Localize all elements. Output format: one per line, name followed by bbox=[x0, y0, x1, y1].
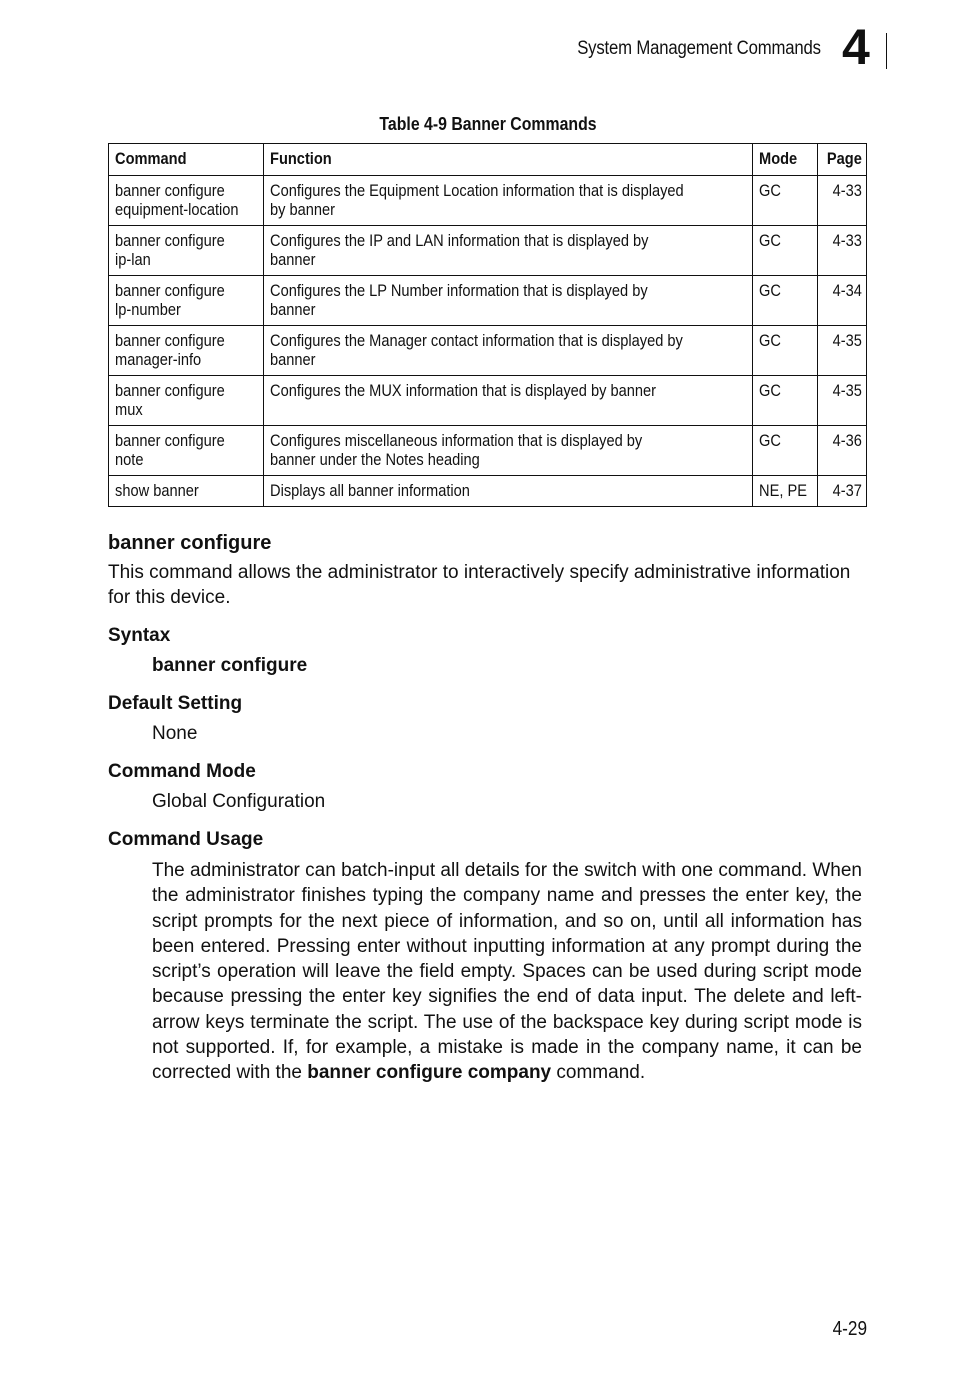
command-line: banner configure bbox=[115, 331, 225, 350]
cell-mode bbox=[753, 376, 818, 426]
function-line: Configures the MUX information that is displayed by banner bbox=[270, 381, 657, 400]
cell-page bbox=[817, 476, 866, 507]
command-line: show banner bbox=[115, 481, 199, 500]
table-row bbox=[109, 426, 867, 476]
column-header-function: Function bbox=[264, 144, 753, 176]
cell-function bbox=[264, 276, 753, 326]
mode-value: GC bbox=[759, 231, 782, 250]
section-title: banner configure bbox=[108, 532, 272, 554]
syntax-command: banner configure bbox=[152, 655, 308, 676]
function-line: banner bbox=[270, 350, 316, 369]
table-row bbox=[109, 226, 867, 276]
cell-page bbox=[817, 176, 866, 226]
command-line: banner configure bbox=[115, 381, 225, 400]
command-mode-heading: Command Mode bbox=[108, 761, 256, 782]
function-line: Configures the Equipment Location information that is displayed bbox=[270, 181, 684, 200]
mode-value: NE, PE bbox=[759, 481, 808, 500]
cell-command bbox=[109, 326, 264, 376]
usage-body: The administrator can batch-input all details for the switch with one command. When the administrator finishes typing the company name and presses the enter key, the script prompts for the next piece of information, and so on, until all information has been entered. Pressing enter without inputting information at any prompt during the script’s operation will leave the field empty. Spaces can be used during script mode because pressing the enter key signifies the end of data input. The delete and left-arrow keys terminate the script. The use of the backspace key during script mode is not supported. If, for example, a mistake is made in the company name, it can be corrected with the bbox=[152, 860, 862, 1084]
cell-page bbox=[817, 326, 866, 376]
usage-command-reference: banner configure company bbox=[307, 1062, 552, 1084]
cell-function bbox=[264, 376, 753, 426]
command-usage-heading: Command Usage bbox=[108, 829, 264, 850]
page-reference: 4-37 bbox=[832, 481, 862, 500]
command-line: banner configure bbox=[115, 181, 225, 200]
table-row bbox=[109, 176, 867, 226]
cell-command bbox=[109, 276, 264, 326]
column-header-command: Command bbox=[109, 144, 264, 176]
cell-mode bbox=[753, 326, 818, 376]
table-row bbox=[109, 476, 867, 507]
page-reference: 4-33 bbox=[832, 181, 862, 200]
table-row bbox=[109, 276, 867, 326]
column-header-mode: Mode bbox=[753, 144, 818, 176]
command-line: mux bbox=[115, 400, 143, 419]
cell-function bbox=[264, 326, 753, 376]
mode-value: GC bbox=[759, 381, 782, 400]
cell-page bbox=[817, 426, 866, 476]
mode-value: GC bbox=[759, 431, 782, 450]
syntax-heading: Syntax bbox=[108, 625, 171, 646]
table-row bbox=[109, 326, 867, 376]
cell-page bbox=[817, 276, 866, 326]
section-intro: This command allows the administrator to interactively specify administrative information for this device. bbox=[108, 562, 851, 608]
page-number: 4-29 bbox=[832, 1318, 867, 1340]
command-line: banner configure bbox=[115, 231, 225, 250]
function-line: banner bbox=[270, 250, 316, 269]
default-setting-value: None bbox=[152, 723, 198, 744]
function-line: banner bbox=[270, 300, 316, 319]
cell-page bbox=[817, 376, 866, 426]
cell-page bbox=[817, 226, 866, 276]
function-line: Configures the IP and LAN information that is displayed by bbox=[270, 231, 649, 250]
command-usage-text bbox=[152, 858, 862, 1086]
page-reference: 4-33 bbox=[832, 231, 862, 250]
cell-function bbox=[264, 476, 753, 507]
page-reference: 4-36 bbox=[832, 431, 862, 450]
section-banner-configure bbox=[108, 530, 868, 1086]
cell-function bbox=[264, 176, 753, 226]
function-line: Configures miscellaneous information that is displayed by bbox=[270, 431, 643, 450]
table-row bbox=[109, 376, 867, 426]
page-reference: 4-35 bbox=[832, 331, 862, 350]
command-line: lp-number bbox=[115, 300, 181, 319]
mode-value: GC bbox=[759, 281, 782, 300]
cell-mode bbox=[753, 226, 818, 276]
command-line: banner configure bbox=[115, 431, 225, 450]
command-line: ip-lan bbox=[115, 250, 151, 269]
cell-command bbox=[109, 476, 264, 507]
cell-mode bbox=[753, 426, 818, 476]
page-reference: 4-34 bbox=[832, 281, 862, 300]
page-reference: 4-35 bbox=[832, 381, 862, 400]
mode-value: GC bbox=[759, 331, 782, 350]
function-line: by banner bbox=[270, 200, 336, 219]
column-header-page: Page bbox=[817, 144, 866, 176]
running-head: System Management Commands bbox=[577, 38, 821, 59]
cell-mode bbox=[753, 476, 818, 507]
cell-command bbox=[109, 176, 264, 226]
command-line: equipment-location bbox=[115, 200, 239, 219]
command-mode-value: Global Configuration bbox=[152, 791, 326, 812]
command-line: banner configure bbox=[115, 281, 225, 300]
cell-mode bbox=[753, 176, 818, 226]
table-caption: Table 4-9 Banner Commands bbox=[379, 114, 597, 134]
function-line: Configures the Manager contact information that is displayed by bbox=[270, 331, 684, 350]
cell-function bbox=[264, 426, 753, 476]
mode-value: GC bbox=[759, 181, 782, 200]
cell-command bbox=[109, 426, 264, 476]
command-line: note bbox=[115, 450, 144, 469]
cell-function bbox=[264, 226, 753, 276]
function-line: Configures the LP Number information that is displayed by bbox=[270, 281, 648, 300]
default-setting-heading: Default Setting bbox=[108, 693, 243, 714]
banner-commands-table bbox=[108, 143, 867, 507]
chapter-number: 4 bbox=[842, 19, 870, 75]
function-line: banner under the Notes heading bbox=[270, 450, 480, 469]
function-line: Displays all banner information bbox=[270, 481, 471, 500]
usage-tail: command. bbox=[551, 1062, 646, 1084]
cell-mode bbox=[753, 276, 818, 326]
command-line: manager-info bbox=[115, 350, 202, 369]
cell-command bbox=[109, 226, 264, 276]
cell-command bbox=[109, 376, 264, 426]
table-header-row bbox=[109, 144, 867, 176]
